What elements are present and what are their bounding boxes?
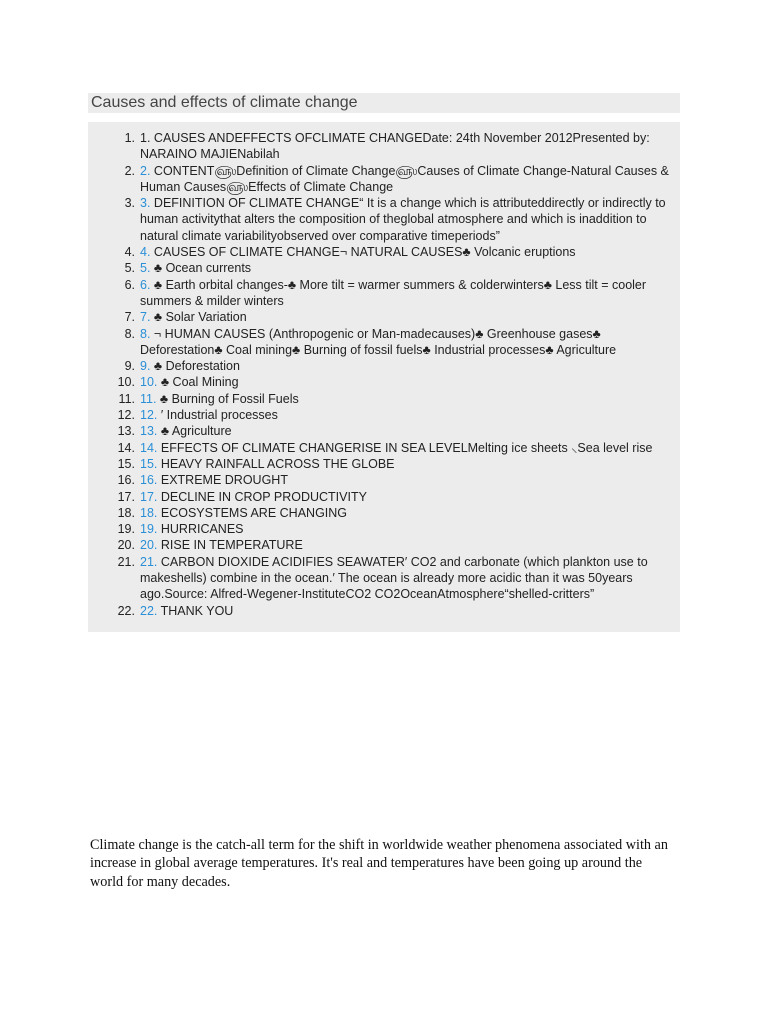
list-item-number: 3.: [124, 196, 135, 211]
list-item: [88, 489, 680, 505]
list-item: [88, 407, 680, 423]
list-item-text: CAUSES OF CLIMATE CHANGE¬ NATURAL CAUSES♣ Volcanic eruptions: [150, 245, 576, 260]
list-item-body: [140, 244, 680, 260]
list-item: [88, 309, 680, 325]
list-item-body: [140, 505, 680, 521]
list-item-text: DECLINE IN CROP PRODUCTIVITY: [157, 489, 367, 504]
slide-link[interactable]: 19.: [140, 522, 158, 537]
list-item-text: HURRICANES: [157, 522, 244, 537]
slide-link[interactable]: 7.: [140, 310, 151, 325]
list-item: [88, 391, 680, 407]
slide-link[interactable]: 2.: [140, 163, 151, 178]
list-item-text: CARBON DIOXIDE ACIDIFIES SEAWATER′ CO2 and carbonate (which plankton use to makeshells) combine in the ocean.′ The ocean is already more acidic than it was 50years ago.Source: Alfred-Wegener-InstituteCO2 CO2OceanAtmosphere“shelled-critters”: [140, 554, 648, 602]
slide-link[interactable]: 12.: [140, 408, 158, 423]
slide-link[interactable]: 5.: [140, 261, 151, 276]
list-item: [88, 537, 680, 553]
list-item-body: [140, 195, 680, 244]
slide-link[interactable]: 11.: [140, 391, 157, 406]
slide-link[interactable]: 10.: [140, 375, 158, 390]
document-title-bar: [88, 93, 680, 113]
list-item-body: [140, 537, 680, 553]
list-item-text: HEAVY RAINFALL ACROSS THE GLOBE: [157, 456, 395, 471]
list-item-body: [140, 163, 680, 196]
list-item-text: ECOSYSTEMS ARE CHANGING: [157, 505, 348, 520]
list-item-number: 13.: [117, 424, 135, 439]
list-item-number: 5.: [124, 261, 135, 276]
list-item-body: [140, 603, 680, 619]
list-item-number: 21.: [117, 554, 135, 569]
list-item-number: 20.: [117, 538, 135, 553]
list-item-body: [140, 358, 680, 374]
list-item-number: 9.: [124, 359, 135, 374]
list-item-text: ♣ Coal Mining: [157, 375, 239, 390]
slide-link[interactable]: 16.: [140, 473, 158, 488]
list-item-text: ¬ HUMAN CAUSES (Anthropogenic or Man-madecauses)♣ Greenhouse gases♣ Deforestation♣ Coal mining♣ Burning of fossil fuels♣ Industrial processes♣ Agriculture: [140, 326, 617, 357]
list-item-body: [140, 489, 680, 505]
list-item-text: DEFINITION OF CLIMATE CHANGE“ It is a change which is attributeddirectly or indirectly to human activitythat alters the composition of theglobal atmosphere and which is inaddition to natural climate variabilityobserved over comparative timeperiods”: [140, 196, 666, 243]
list-item-number: 18.: [117, 505, 135, 520]
description-paragraph: Climate change is the catch-all term for the shift in worldwide weather phenomena associated with an increase in global average temperatures. It's real and temperatures have been going up around the world for many decades.: [90, 837, 668, 890]
list-item: [88, 505, 680, 521]
list-item-text: EFFECTS OF CLIMATE CHANGERISE IN SEA LEVELMelting ice sheets ⸜Sea level rise: [157, 440, 653, 455]
list-item-number: 22.: [117, 603, 135, 618]
slide-link[interactable]: 14.: [140, 440, 158, 455]
list-item: [88, 423, 680, 439]
list-item-text: CONTENT௵Definition of Climate Change௵Causes of Climate Change-Natural Causes & Human Causes௵Effects of Climate Change: [140, 163, 669, 194]
list-item: [88, 374, 680, 390]
list-item-number: 17.: [117, 489, 135, 504]
list-item: [88, 326, 680, 359]
list-item-body: [140, 277, 680, 310]
slide-list: [88, 130, 680, 619]
slide-link[interactable]: 13.: [140, 424, 158, 439]
list-item-body: [140, 440, 680, 456]
slide-link[interactable]: 4.: [140, 245, 151, 260]
list-item: [88, 603, 680, 619]
slide-link[interactable]: 3.: [140, 196, 151, 211]
list-item: [88, 277, 680, 310]
list-item-number: 10.: [117, 375, 135, 390]
slide-link[interactable]: 21.: [140, 554, 158, 569]
list-item-text: ♣ Ocean currents: [150, 261, 252, 276]
list-item-text: ♣ Earth orbital changes-♣ More tilt = warmer summers & colderwinters♣ Less tilt = cooler summers & milder winters: [140, 277, 647, 308]
list-item: [88, 521, 680, 537]
list-item: [88, 195, 680, 244]
list-item-text: ♣ Solar Variation: [150, 310, 247, 325]
list-item: [88, 440, 680, 456]
list-item: [88, 163, 680, 196]
list-item-text: ♣ Deforestation: [150, 359, 240, 374]
list-item-body: [140, 423, 680, 439]
list-item-text: THANK YOU: [157, 603, 234, 618]
slide-link[interactable]: 8.: [140, 326, 151, 341]
list-item-number: 15.: [117, 456, 135, 471]
list-item-number: 16.: [117, 473, 135, 488]
list-item-text: EXTREME DROUGHT: [157, 473, 288, 488]
list-item-text: CAUSES ANDEFFECTS OFCLIMATE CHANGEDate: 24th November 2012Presented by: NARAINO MAJIENabilah: [140, 131, 650, 162]
slide-link[interactable]: 18.: [140, 505, 158, 520]
list-item-number: 11.: [118, 391, 135, 406]
list-item-body: [140, 407, 680, 423]
list-item: [88, 244, 680, 260]
list-item-number: 4.: [124, 245, 135, 260]
list-item: [88, 456, 680, 472]
list-item-body: [140, 374, 680, 390]
document-title: Causes and effects of climate change: [91, 94, 358, 111]
slide-link[interactable]: 1.: [140, 131, 151, 145]
list-item-number: 7.: [124, 310, 135, 325]
list-item: [88, 554, 680, 603]
list-item-body: [140, 521, 680, 537]
list-item-text: ′ Industrial processes: [157, 408, 278, 423]
list-item: [88, 260, 680, 276]
list-item-body: [140, 472, 680, 488]
list-item-number: 8.: [124, 326, 135, 341]
list-item: [88, 130, 680, 163]
list-item-body: [140, 130, 680, 163]
list-item-body: [140, 309, 680, 325]
list-item-text: RISE IN TEMPERATURE: [157, 538, 303, 553]
slide-link[interactable]: 17.: [140, 489, 158, 504]
list-item-number: 14.: [117, 440, 135, 455]
list-item-text: ♣ Burning of Fossil Fuels: [156, 391, 299, 406]
list-item: [88, 472, 680, 488]
slide-link[interactable]: 15.: [140, 456, 158, 471]
list-item-number: 2.: [124, 163, 135, 178]
slide-link[interactable]: 20.: [140, 538, 158, 553]
list-item-body: [140, 554, 680, 603]
list-item-body: [140, 260, 680, 276]
list-item-text: ♣ Agriculture: [157, 424, 232, 439]
slide-link[interactable]: 22.: [140, 603, 158, 618]
list-item-number: 6.: [124, 277, 135, 292]
list-item-number: 19.: [117, 522, 135, 537]
list-item-number: 12.: [117, 408, 135, 423]
list-item-body: [140, 391, 680, 407]
list-item-number: 1.: [124, 131, 135, 145]
list-item: [88, 358, 680, 374]
list-item-body: [140, 456, 680, 472]
slide-link[interactable]: 6.: [140, 277, 151, 292]
slide-link[interactable]: 9.: [140, 359, 151, 374]
list-item-body: [140, 326, 680, 359]
